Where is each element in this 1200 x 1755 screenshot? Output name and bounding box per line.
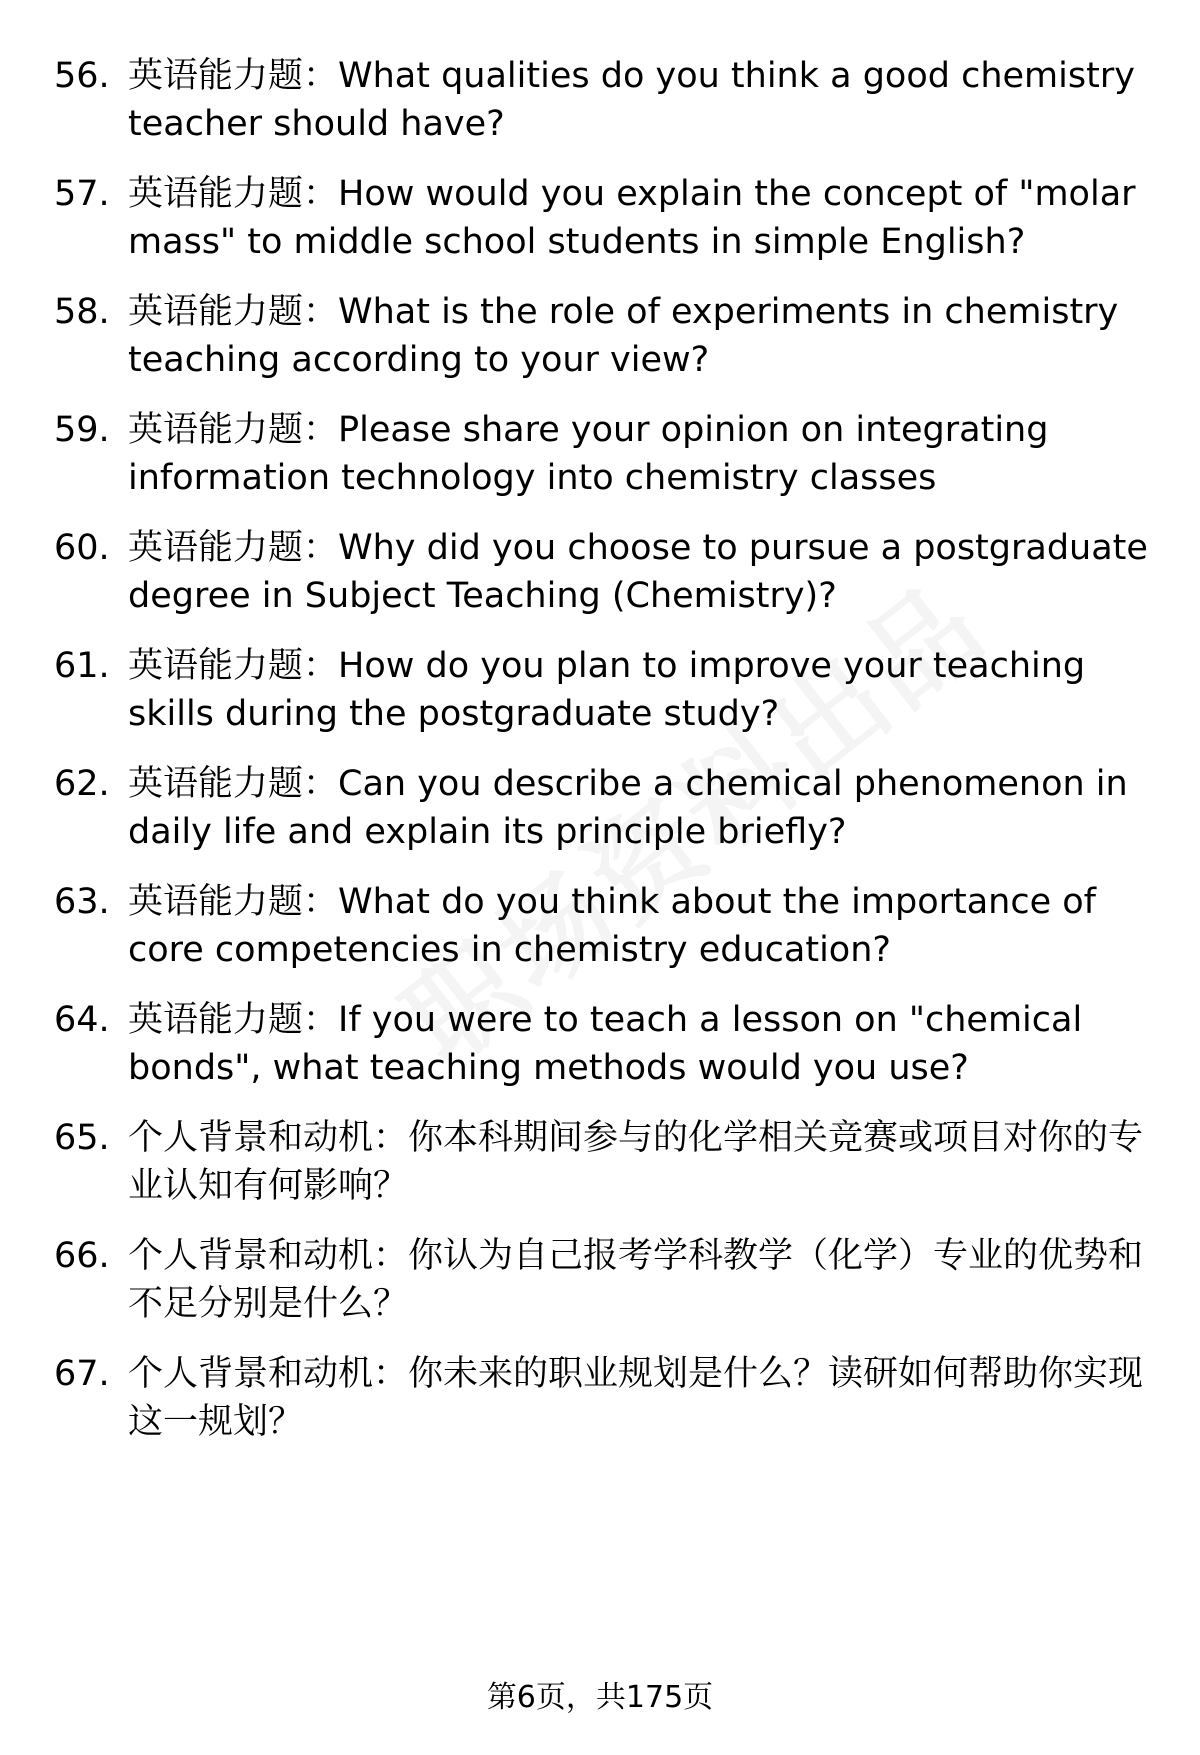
question-number: 64. bbox=[54, 1000, 110, 1040]
page-footer bbox=[0, 1678, 1200, 1718]
question-text: 英语能力题：Why did you choose to pursue a postgraduate degree in Subject Teaching (Chemistry)? bbox=[128, 528, 1148, 616]
question-text: 英语能力题：Please share your opinion on integrating information technology into chemistry classes bbox=[128, 410, 1049, 498]
question-number: 58. bbox=[54, 292, 110, 332]
question-number: 57. bbox=[54, 174, 110, 214]
question-number: 65. bbox=[54, 1118, 110, 1158]
question-text: 英语能力题：How would you explain the concept of "molar mass" to middle school students in simple English? bbox=[128, 174, 1136, 262]
question-text: 英语能力题：If you were to teach a lesson on "chemical bonds", what teaching methods would you use? bbox=[128, 1000, 1083, 1088]
question-number: 63. bbox=[54, 882, 110, 922]
question-number: 59. bbox=[54, 410, 110, 450]
question-number: 66. bbox=[54, 1236, 110, 1276]
question-number: 60. bbox=[54, 528, 110, 568]
question-text: 英语能力题：How do you plan to improve your teaching skills during the postgraduate study? bbox=[128, 646, 1086, 734]
question-text: 英语能力题：What is the role of experiments in chemistry teaching according to your view? bbox=[128, 292, 1119, 380]
page-number-label: 第6页，共175页 bbox=[486, 1680, 714, 1715]
question-number: 67. bbox=[54, 1354, 110, 1394]
question-text: 个人背景和动机：你本科期间参与的化学相关竞赛或项目对你的专业认知有何影响？ bbox=[128, 1118, 1144, 1206]
question-number: 62. bbox=[54, 764, 110, 804]
question-text: 英语能力题：What qualities do you think a good chemistry teacher should have? bbox=[128, 56, 1135, 144]
question-text: 个人背景和动机：你认为自己报考学科教学（化学）专业的优势和不足分别是什么？ bbox=[128, 1236, 1144, 1324]
question-number: 56. bbox=[54, 56, 110, 96]
question-text: 英语能力题：Can you describe a chemical phenomenon in daily life and explain its principle briefly? bbox=[128, 764, 1128, 852]
question-text: 英语能力题：What do you think about the importance of core competencies in chemistry education? bbox=[128, 882, 1096, 970]
question-number: 61. bbox=[54, 646, 110, 686]
question-text: 个人背景和动机：你未来的职业规划是什么？读研如何帮助你实现这一规划？ bbox=[128, 1354, 1144, 1442]
